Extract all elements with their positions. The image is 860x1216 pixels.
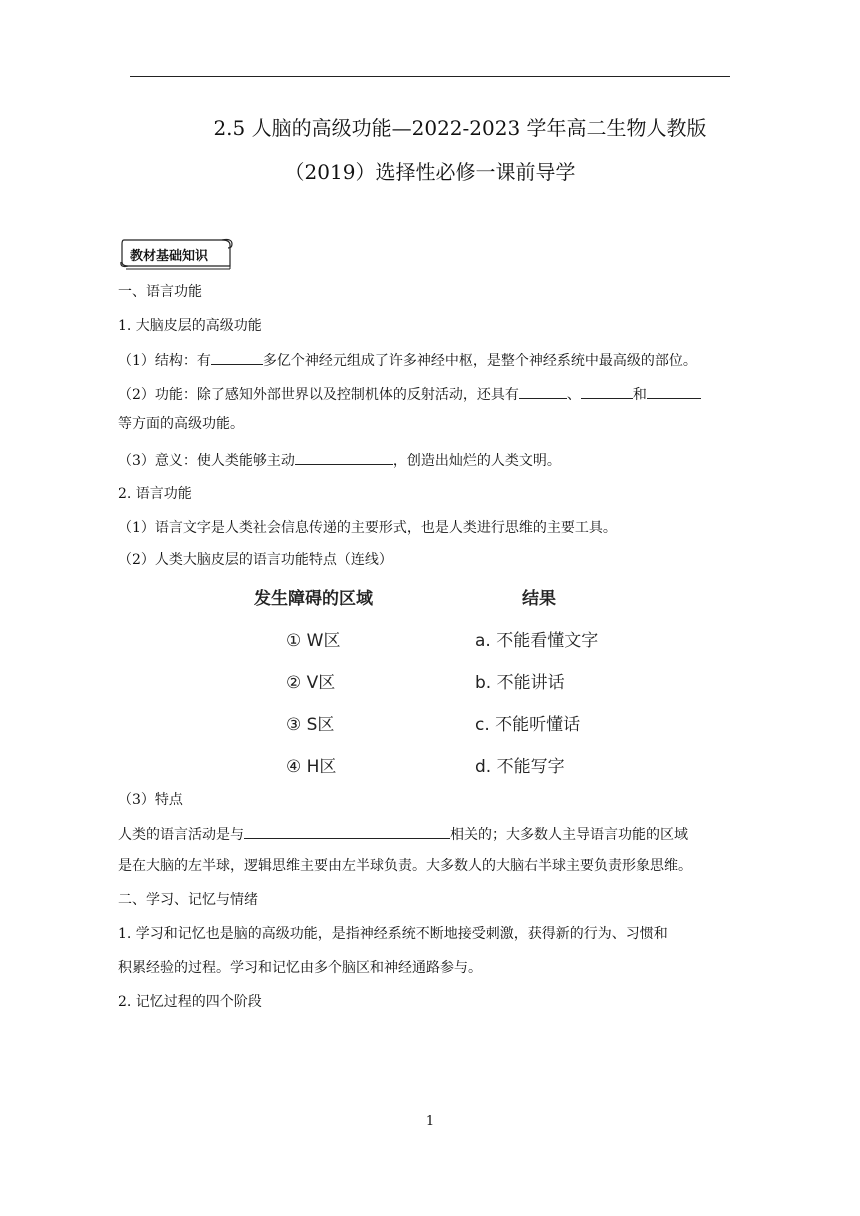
- result-item: d. 不能写字: [475, 757, 565, 777]
- paragraph-features-cont: 是在大脑的左半球，逻辑思维主要由左半球负责。大多数人的大脑右半球主要负责形象思维。: [118, 858, 692, 874]
- page-number: 1: [425, 1114, 435, 1129]
- fill-blank[interactable]: [211, 350, 263, 365]
- header-rule: [130, 76, 730, 77]
- subheading-cortex-functions: 1. 大脑皮层的高级功能: [118, 318, 262, 334]
- paragraph-language-1: （1）语言文字是人类社会信息传递的主要形式，也是人类进行思维的主要工具。: [118, 520, 617, 536]
- heading-learning-memory: 二、学习、记忆与情绪: [118, 892, 258, 908]
- paragraph-function: [118, 384, 732, 405]
- fill-blank[interactable]: [244, 824, 450, 839]
- subheading-language: 2. 语言功能: [118, 486, 192, 502]
- result-item: c. 不能听懂话: [475, 715, 581, 735]
- section-badge-label: 教材基础知识: [130, 249, 209, 264]
- paragraph-learning-1: 1. 学习和记忆也是脑的高级功能，是指神经系统不断地接受刺激，获得新的行为、习惯和: [118, 926, 668, 942]
- subheading-features: （3）特点: [118, 792, 183, 808]
- paragraph-features: [118, 824, 732, 845]
- text-structure-b: 多亿个神经元组成了许多神经中枢，是整个神经系统中最高级的部位。: [262, 353, 697, 369]
- text-meaning-a: （3）意义：使人类能够主动: [118, 453, 295, 469]
- table-header-regions: 发生障碍的区域: [254, 589, 373, 609]
- result-item: a. 不能看懂文字: [475, 631, 599, 651]
- region-item: ② V区: [286, 673, 336, 693]
- document-title-line-2: （2019）选择性必修一课前导学: [284, 160, 576, 184]
- text-features-b: 相关的；大多数人主导语言功能的区域: [450, 827, 688, 843]
- table-header-results: 结果: [522, 589, 556, 609]
- paragraph-learning-2: 积累经验的过程。学习和记忆由多个脑区和神经通路参与。: [118, 960, 482, 976]
- paragraph-function-cont: 等方面的高级功能。: [118, 416, 244, 432]
- separator-text: 、: [566, 387, 581, 403]
- text-function-a: （2）功能：除了感知外部世界以及控制机体的反射活动，还具有: [118, 387, 519, 403]
- section-badge: [118, 236, 232, 270]
- matching-table: [240, 582, 640, 782]
- fill-blank[interactable]: [295, 450, 393, 465]
- text-features-a: 人类的语言活动是与: [118, 827, 244, 843]
- paragraph-structure: [118, 350, 732, 371]
- heading-language-function: 一、语言功能: [118, 284, 202, 300]
- region-item: ① W区: [286, 631, 341, 651]
- region-item: ③ S区: [286, 715, 335, 735]
- subheading-memory-stages: 2. 记忆过程的四个阶段: [118, 994, 262, 1010]
- text-structure-a: （1）结构：有: [118, 353, 211, 369]
- document-title-line-1: 2.5 人脑的高级功能—2022-2023 学年高二生物人教版: [213, 116, 707, 140]
- fill-blank[interactable]: [581, 384, 633, 399]
- paragraph-language-2: （2）人类大脑皮层的语言功能特点（连线）: [118, 552, 393, 568]
- text-meaning-b: ，创造出灿烂的人类文明。: [392, 453, 561, 469]
- fill-blank[interactable]: [519, 384, 567, 399]
- region-item: ④ H区: [286, 757, 337, 777]
- result-item: b. 不能讲话: [475, 673, 565, 693]
- separator-text: 和: [632, 387, 647, 403]
- fill-blank[interactable]: [647, 384, 701, 399]
- paragraph-meaning: [118, 450, 732, 471]
